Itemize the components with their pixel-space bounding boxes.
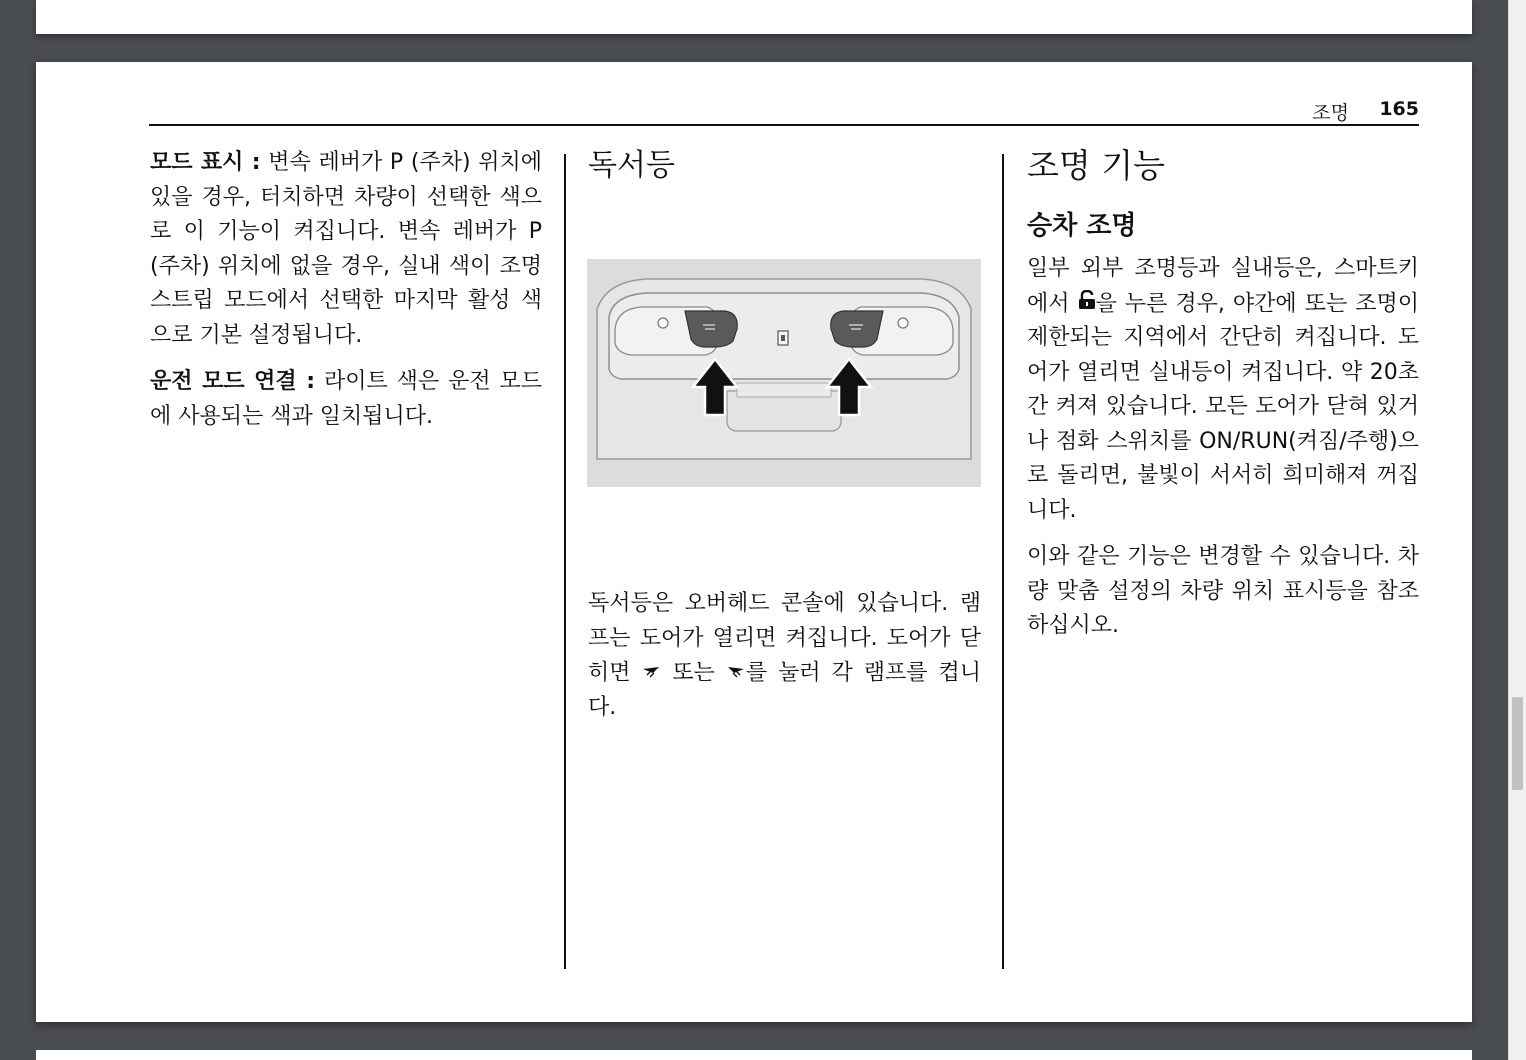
reading-lamp-paragraph xyxy=(588,587,981,725)
overhead-console-figure xyxy=(587,259,981,487)
term-mode-display: 모드 표시 : xyxy=(150,150,261,175)
scrollbar-thumb[interactable] xyxy=(1512,697,1523,790)
heading-entry-lighting: 승차 조명 xyxy=(1027,211,1137,241)
reading-lamp-text-2: 를 눌러 각 램프를 켭니다. xyxy=(588,660,981,720)
reading-lamp-text-or: 또는 xyxy=(672,660,715,686)
reading-lamp-left-icon xyxy=(641,656,661,691)
reading-lamp-right-icon xyxy=(726,656,746,691)
column-3 xyxy=(1027,146,1419,656)
header-section-title: 조명 xyxy=(1312,102,1349,124)
column-divider-2 xyxy=(1002,154,1004,969)
page-header xyxy=(149,98,1419,126)
entry-lighting-text-2: 을 누른 경우, 야간에 또는 조명이 제한되는 지역에서 간단히 켜집니다. 도어가 열리면 실내등이 켜집니다. 약 20초 간 켜져 있습니다. 모든 도어가 닫혀 있거나 점화 스위치를 ON/RUN(켜짐/주행)으로 돌리면, 불빛이 서서히 희미해져 꺼집니다. xyxy=(1027,290,1419,523)
mode-display-text: 변속 레버가 P (주차) 위치에 있을 경우, 터치하면 차량이 선택한 색으로 이 기능이 켜집니다. 변속 레버가 P (주차) 위치에 없을 경우, 실내 색이 조명 스트립 모드에서 선택한 마지막 활성 색으로 기본 설정됩니다. xyxy=(150,150,543,348)
entry-lighting-paragraph xyxy=(1027,252,1419,528)
previous-page xyxy=(36,0,1472,34)
next-page xyxy=(36,1050,1472,1060)
vertical-scrollbar[interactable] xyxy=(1508,0,1526,1060)
paragraph-mode-display xyxy=(150,146,542,353)
paragraph-drive-mode xyxy=(150,365,542,434)
overhead-console-illustration xyxy=(587,259,981,487)
column-divider-1 xyxy=(564,154,566,969)
drive-mode-text: 라이트 색은 운전 모드에 사용되는 색과 일치됩니다. xyxy=(150,369,542,429)
reading-lamp-text-1: 독서등은 오버헤드 콘솔에 있습니다. 램프는 도어가 열리면 켜집니다. 도어가 닫히면 xyxy=(588,591,981,686)
customization-paragraph: 이와 같은 기능은 변경할 수 있습니다. 차량 맞춤 설정의 차량 위치 표시등을 참조하십시오. xyxy=(1027,544,1419,639)
unlock-icon xyxy=(1078,287,1096,322)
document-page xyxy=(36,62,1472,1022)
column-2 xyxy=(588,146,981,206)
column-1 xyxy=(150,146,542,446)
entry-lighting-text-1: 일부 외부 조명등과 실내등은, 스마트키에서 xyxy=(1027,256,1419,316)
term-drive-mode: 운전 모드 연결 : xyxy=(150,369,316,394)
heading-lighting-features: 조명 기능 xyxy=(1027,146,1166,185)
heading-reading-lamp: 독서등 xyxy=(588,148,675,183)
page-number: 165 xyxy=(1379,98,1419,120)
